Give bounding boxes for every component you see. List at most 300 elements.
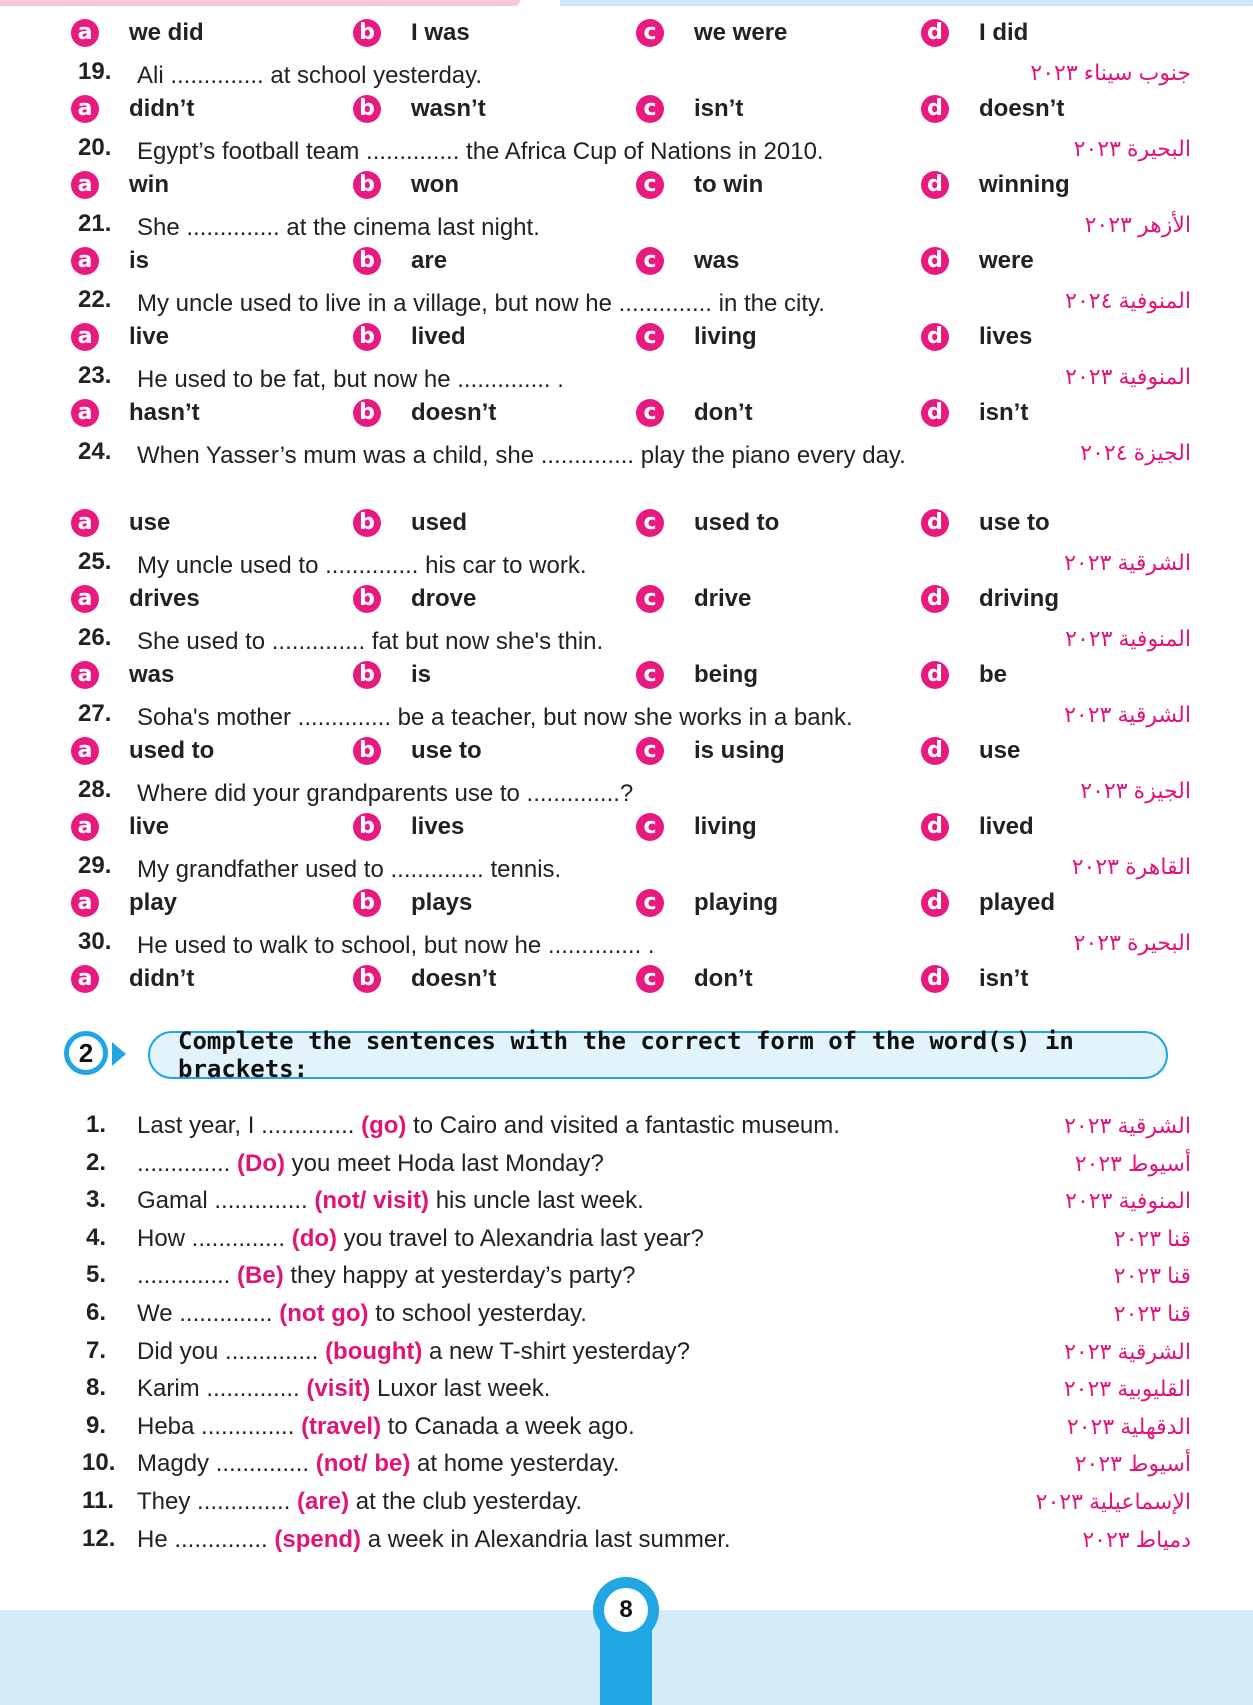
option-text: being — [694, 661, 758, 688]
question-text: Where did your grandparents use to ..............? — [137, 780, 634, 807]
option-text: win — [129, 171, 169, 198]
option-text: play — [129, 889, 178, 916]
option-a[interactable] — [71, 508, 170, 538]
item-text-after: to Cairo and visited a fantastic museum. — [406, 1112, 840, 1139]
option-letter-b: b — [353, 95, 381, 123]
option-d[interactable] — [921, 508, 1050, 538]
option-letter-d: d — [921, 585, 949, 613]
item-text-before: .............. — [137, 1149, 238, 1177]
option-b[interactable] — [353, 508, 467, 538]
item-text-before: Did you .............. — [137, 1337, 326, 1365]
completion-item — [0, 1333, 1253, 1371]
option-text: lives — [411, 813, 465, 840]
question-text: He used to walk to school, but now he .............. . — [137, 932, 655, 959]
option-text: live — [129, 323, 170, 350]
option-d[interactable] — [921, 812, 1034, 842]
completion-item — [0, 1257, 1253, 1295]
question-text: She .............. at the cinema last night. — [137, 214, 540, 241]
option-letter-d: d — [921, 95, 949, 123]
option-letter-d: d — [921, 19, 949, 47]
question-text: Ali .............. at school yesterday. — [137, 62, 483, 89]
completion-item — [0, 1483, 1253, 1521]
option-text: are — [411, 247, 448, 274]
options-row — [0, 808, 1253, 846]
option-text: drive — [694, 585, 752, 612]
option-letter-c: c — [636, 889, 664, 917]
option-letter-a: a — [71, 737, 99, 765]
item-hint: (do) — [291, 1224, 338, 1252]
options-row — [0, 960, 1253, 998]
options-row — [0, 732, 1253, 770]
options-row — [0, 656, 1253, 694]
option-letter-c: c — [636, 95, 664, 123]
option-text: we did — [129, 19, 204, 46]
item-text-after: his uncle last week. — [429, 1187, 644, 1215]
question-number: 30. — [78, 928, 112, 955]
page-number: 8 — [604, 1588, 648, 1632]
option-text: used — [411, 509, 468, 536]
item-text — [137, 1413, 635, 1441]
item-source: قنا ٢٠٢٣ — [1113, 1263, 1191, 1289]
option-d[interactable] — [921, 736, 1020, 766]
option-letter-a: a — [71, 661, 99, 689]
options-row — [0, 166, 1253, 204]
option-letter-c: c — [636, 399, 664, 427]
completion-item — [0, 1145, 1253, 1183]
option-letter-d: d — [921, 661, 949, 689]
option-a[interactable] — [71, 18, 204, 48]
option-text: were — [979, 247, 1034, 274]
option-text: is — [129, 247, 150, 274]
item-number: 8. — [85, 1374, 106, 1402]
option-text: was — [129, 661, 175, 688]
option-text: be — [979, 661, 1008, 688]
item-text-before: He .............. — [137, 1525, 275, 1553]
option-text: to win — [694, 171, 764, 198]
option-d[interactable] — [921, 246, 1034, 276]
option-text: didn’t — [129, 95, 195, 122]
option-text: isn’t — [979, 965, 1029, 992]
option-c[interactable] — [636, 660, 758, 690]
option-d[interactable] — [921, 170, 1070, 200]
question-number: 22. — [78, 286, 112, 313]
option-d[interactable] — [921, 398, 1028, 428]
question-text: Egypt’s football team .............. the Africa Cup of Nations in 2010. — [137, 138, 824, 165]
option-text: isn’t — [694, 95, 744, 122]
question-source: المنوفية ٢٠٢٣ — [1065, 626, 1191, 651]
options-row — [0, 242, 1253, 280]
option-c[interactable] — [636, 888, 778, 918]
item-text-before: Magdy .............. — [137, 1450, 316, 1478]
item-text — [137, 1225, 704, 1253]
question-source: جنوب سيناء ٢٠٢٣ — [1030, 60, 1191, 85]
question-text: He used to be fat, but now he .............. . — [137, 366, 564, 393]
option-a[interactable] — [71, 736, 214, 766]
option-letter-b: b — [353, 399, 381, 427]
option-d[interactable] — [921, 322, 1032, 352]
option-letter-d: d — [921, 247, 949, 275]
option-letter-a: a — [71, 965, 99, 993]
option-text: won — [411, 171, 459, 198]
item-hint: (not/ visit) — [314, 1187, 430, 1215]
option-text: don’t — [694, 399, 753, 426]
option-letter-a: a — [71, 247, 99, 275]
item-text-after: to school yesterday. — [368, 1299, 587, 1327]
option-letter-a: a — [71, 171, 99, 199]
option-d[interactable] — [921, 964, 1028, 994]
question-source: الجيزة ٢٠٢٣ — [1080, 778, 1191, 803]
question-text: My uncle used to live in a village, but now he .............. in the city. — [137, 290, 825, 317]
item-text-before: They .............. — [137, 1487, 298, 1515]
option-text: I was — [411, 19, 470, 46]
item-source: دمياط ٢٠٢٣ — [1082, 1526, 1191, 1552]
item-text-after: a new T-shirt yesterday? — [422, 1337, 691, 1365]
item-hint: (not/ be) — [315, 1450, 411, 1478]
option-a[interactable] — [71, 888, 177, 918]
item-number: 1. — [85, 1111, 106, 1138]
item-number: 4. — [85, 1223, 106, 1251]
option-b[interactable] — [353, 170, 459, 200]
option-c[interactable] — [636, 18, 787, 48]
option-b[interactable] — [353, 888, 472, 918]
item-text-after: you meet Hoda last Monday? — [285, 1149, 604, 1177]
item-number: 5. — [85, 1261, 106, 1289]
option-text: lives — [979, 323, 1033, 350]
item-number: 12. — [82, 1524, 116, 1552]
option-text: winning — [979, 171, 1070, 198]
options-row — [0, 90, 1253, 128]
option-letter-a: a — [71, 399, 99, 427]
option-a[interactable] — [71, 584, 200, 614]
item-hint: (bought) — [325, 1337, 423, 1365]
item-hint: (Do) — [237, 1149, 286, 1177]
option-letter-a: a — [71, 585, 99, 613]
option-letter-b: b — [353, 965, 381, 993]
option-letter-b: b — [353, 247, 381, 275]
option-d[interactable] — [921, 94, 1064, 124]
mcq-section — [0, 14, 1253, 998]
option-text: I did — [979, 19, 1029, 46]
option-letter-c: c — [636, 509, 664, 537]
option-letter-b: b — [353, 889, 381, 917]
option-letter-b: b — [353, 171, 381, 199]
option-b[interactable] — [353, 736, 482, 766]
option-text: wasn’t — [411, 95, 486, 122]
completion-item — [0, 1182, 1253, 1220]
question-source: المنوفية ٢٠٢٤ — [1065, 288, 1191, 313]
item-source: الإسماعيلية ٢٠٢٣ — [1035, 1488, 1191, 1514]
item-text-after: you travel to Alexandria last year? — [337, 1224, 704, 1252]
option-a[interactable] — [71, 812, 169, 842]
option-letter-a: a — [71, 509, 99, 537]
item-text-after: at the club yesterday. — [349, 1487, 583, 1515]
option-a[interactable] — [71, 170, 169, 200]
option-letter-d: d — [921, 509, 949, 537]
question-row — [0, 52, 1253, 90]
item-source: القليوبية ٢٠٢٣ — [1063, 1376, 1191, 1402]
option-a[interactable] — [71, 964, 194, 994]
option-text: live — [129, 813, 170, 840]
option-c[interactable] — [636, 812, 757, 842]
item-text-after: to Canada a week ago. — [381, 1412, 635, 1440]
item-text-after: at home yesterday. — [410, 1450, 620, 1478]
item-text-before: Heba .............. — [137, 1412, 302, 1440]
item-source: المنوفية ٢٠٢٣ — [1065, 1188, 1191, 1214]
option-a[interactable] — [71, 94, 194, 124]
question-source: البحيرة ٢٠٢٣ — [1073, 136, 1191, 161]
option-letter-c: c — [636, 661, 664, 689]
page-number-badge — [593, 1577, 659, 1643]
option-text: played — [979, 889, 1056, 916]
option-text: is using — [694, 737, 785, 764]
item-text-before: Gamal .............. — [137, 1187, 315, 1215]
option-letter-d: d — [921, 737, 949, 765]
option-d[interactable] — [921, 660, 1007, 690]
item-source: قنا ٢٠٢٣ — [1113, 1225, 1191, 1251]
question-row — [0, 542, 1253, 580]
item-number: 9. — [85, 1411, 106, 1439]
question-number: 25. — [78, 548, 112, 575]
option-letter-c: c — [636, 965, 664, 993]
option-text: hasn’t — [129, 399, 200, 426]
item-source: الدقهلية ٢٠٢٣ — [1066, 1413, 1191, 1439]
question-number: 21. — [78, 210, 112, 237]
item-text — [137, 1112, 840, 1140]
option-a[interactable] — [71, 246, 149, 276]
option-letter-c: c — [636, 19, 664, 47]
option-d[interactable] — [921, 18, 1028, 48]
item-text-after: Luxor last week. — [370, 1375, 551, 1403]
option-letter-a: a — [71, 95, 99, 123]
option-text: didn’t — [129, 965, 195, 992]
option-a[interactable] — [71, 660, 174, 690]
item-hint: (spend) — [274, 1525, 362, 1553]
option-c[interactable] — [636, 322, 757, 352]
option-letter-c: c — [636, 585, 664, 613]
item-number: 6. — [85, 1298, 106, 1326]
question-source: القاهرة ٢٠٢٣ — [1071, 854, 1191, 879]
option-d[interactable] — [921, 584, 1059, 614]
item-text — [137, 1338, 690, 1366]
question-number: 29. — [78, 852, 112, 879]
option-letter-b: b — [353, 737, 381, 765]
option-b[interactable] — [353, 660, 431, 690]
option-a[interactable] — [71, 398, 200, 428]
option-c[interactable] — [636, 584, 751, 614]
item-source: قنا ٢٠٢٣ — [1113, 1300, 1191, 1326]
option-c[interactable] — [636, 94, 743, 124]
option-b[interactable] — [353, 18, 470, 48]
item-number: 2. — [85, 1148, 106, 1176]
question-text: Soha's mother .............. be a teacher, but now she works in a bank. — [137, 704, 853, 731]
option-letter-b: b — [353, 813, 381, 841]
item-hint: (visit) — [306, 1375, 371, 1403]
mcq-list — [0, 52, 1253, 998]
question-row — [0, 356, 1253, 394]
option-b[interactable] — [353, 584, 476, 614]
option-text: drives — [129, 585, 200, 612]
option-d[interactable] — [921, 888, 1055, 918]
item-text-before: How .............. — [137, 1224, 292, 1252]
option-text: used to — [694, 509, 780, 536]
question-text: My uncle used to .............. his car to work. — [137, 552, 587, 579]
option-text: don’t — [694, 965, 753, 992]
options-row — [0, 318, 1253, 356]
option-text: plays — [411, 889, 473, 916]
option-text: living — [694, 813, 757, 840]
item-number: 10. — [82, 1449, 116, 1477]
completion-item — [0, 1295, 1253, 1333]
option-letter-d: d — [921, 399, 949, 427]
item-source: الشرقية ٢٠٢٣ — [1064, 1113, 1191, 1138]
question-text: My grandfather used to .............. tennis. — [137, 856, 562, 883]
question-row — [0, 846, 1253, 884]
option-letter-c: c — [636, 813, 664, 841]
question-source: الشرقية ٢٠٢٣ — [1064, 702, 1191, 727]
option-text: use — [979, 737, 1021, 764]
item-source: أسيوط ٢٠٢٣ — [1074, 1150, 1191, 1176]
section-number-badge: 2 — [64, 1031, 108, 1075]
item-text — [137, 1450, 619, 1478]
question-source: الأزهر ٢٠٢٣ — [1084, 212, 1191, 237]
item-text-after: they happy at yesterday’s party? — [283, 1262, 636, 1290]
option-letter-d: d — [921, 171, 949, 199]
option-b[interactable] — [353, 812, 464, 842]
option-b[interactable] — [353, 322, 466, 352]
option-letter-c: c — [636, 171, 664, 199]
question-number: 27. — [78, 700, 112, 727]
option-letter-b: b — [353, 19, 381, 47]
completion-item — [0, 1408, 1253, 1446]
item-text — [137, 1375, 550, 1403]
option-letter-b: b — [353, 323, 381, 351]
item-hint: (not go) — [279, 1299, 369, 1327]
option-letter-a: a — [71, 813, 99, 841]
option-c[interactable] — [636, 508, 779, 538]
question-number: 28. — [78, 776, 112, 803]
option-c[interactable] — [636, 964, 753, 994]
item-text — [137, 1262, 635, 1290]
question-number: 23. — [78, 362, 112, 389]
option-letter-d: d — [921, 323, 949, 351]
option-text: lived — [979, 813, 1034, 840]
question-source: البحيرة ٢٠٢٣ — [1073, 930, 1191, 955]
option-letter-c: c — [636, 737, 664, 765]
option-text: doesn’t — [411, 965, 497, 992]
options-row — [0, 14, 1253, 52]
completion-item — [0, 1445, 1253, 1483]
question-number: 24. — [78, 438, 112, 465]
option-b[interactable] — [353, 94, 486, 124]
item-text-after: a week in Alexandria last summer. — [361, 1525, 731, 1553]
option-c[interactable] — [636, 246, 739, 276]
item-text-before: Karim .............. — [137, 1375, 307, 1403]
item-text — [137, 1150, 604, 1178]
question-row — [0, 694, 1253, 732]
option-text: doesn’t — [411, 399, 497, 426]
question-number: 20. — [78, 134, 112, 161]
question-row — [0, 770, 1253, 808]
option-a[interactable] — [71, 322, 169, 352]
question-text: When Yasser’s mum was a child, she .............. play the piano every day. — [137, 442, 906, 469]
item-hint: (Be) — [237, 1262, 284, 1290]
completion-item — [0, 1107, 1253, 1145]
option-text: use to — [411, 737, 482, 764]
item-number: 7. — [85, 1336, 106, 1364]
option-c[interactable] — [636, 398, 753, 428]
item-hint: (travel) — [301, 1412, 382, 1440]
option-b[interactable] — [353, 964, 496, 994]
option-text: playing — [694, 889, 779, 916]
question-source: المنوفية ٢٠٢٣ — [1065, 364, 1191, 389]
question-source: الجيزة ٢٠٢٤ — [1080, 440, 1191, 465]
option-text: is — [411, 661, 432, 688]
option-letter-a: a — [71, 19, 99, 47]
question-row — [0, 432, 1253, 504]
option-letter-b: b — [353, 509, 381, 537]
options-row — [0, 394, 1253, 432]
question-row — [0, 128, 1253, 166]
option-letter-d: d — [921, 889, 949, 917]
option-text: was — [694, 247, 740, 274]
item-text — [137, 1526, 731, 1554]
item-text — [137, 1488, 582, 1516]
option-text: used to — [129, 737, 215, 764]
item-source: أسيوط ٢٠٢٣ — [1074, 1451, 1191, 1477]
option-letter-c: c — [636, 323, 664, 351]
item-hint: (are) — [297, 1487, 350, 1515]
item-text-before: .............. — [137, 1262, 238, 1290]
option-letter-c: c — [636, 247, 664, 275]
option-text: we were — [694, 19, 788, 46]
option-letter-d: d — [921, 813, 949, 841]
item-text — [137, 1300, 587, 1328]
option-text: use — [129, 509, 171, 536]
top-decoration — [0, 0, 1253, 6]
item-number: 11. — [82, 1486, 115, 1514]
question-number: 26. — [78, 624, 112, 651]
item-text-before: Last year, I .............. — [137, 1112, 362, 1139]
question-row — [0, 280, 1253, 318]
option-b[interactable] — [353, 398, 496, 428]
item-text — [137, 1187, 644, 1215]
option-text: isn’t — [979, 399, 1029, 426]
option-letter-d: d — [921, 965, 949, 993]
option-c[interactable] — [636, 736, 785, 766]
option-c[interactable] — [636, 170, 763, 200]
question-row — [0, 618, 1253, 656]
option-text: doesn’t — [979, 95, 1065, 122]
options-row — [0, 580, 1253, 618]
option-text: drove — [411, 585, 477, 612]
item-hint: (go) — [361, 1112, 407, 1139]
option-b[interactable] — [353, 246, 447, 276]
item-number: 3. — [85, 1186, 106, 1214]
completion-item — [0, 1521, 1253, 1559]
question-source: الشرقية ٢٠٢٣ — [1064, 550, 1191, 575]
top-blue-strip — [560, 0, 1253, 6]
option-letter-b: b — [353, 661, 381, 689]
completion-item — [0, 1370, 1253, 1408]
item-source: الشرقية ٢٠٢٣ — [1064, 1338, 1191, 1364]
option-text: use to — [979, 509, 1050, 536]
option-text: living — [694, 323, 757, 350]
completion-list — [0, 1107, 1253, 1558]
question-row — [0, 922, 1253, 960]
question-number: 19. — [78, 58, 112, 85]
option-text: lived — [411, 323, 466, 350]
section-2-instruction: Complete the sentences with the correct form of the word(s) in brackets: — [148, 1031, 1168, 1079]
